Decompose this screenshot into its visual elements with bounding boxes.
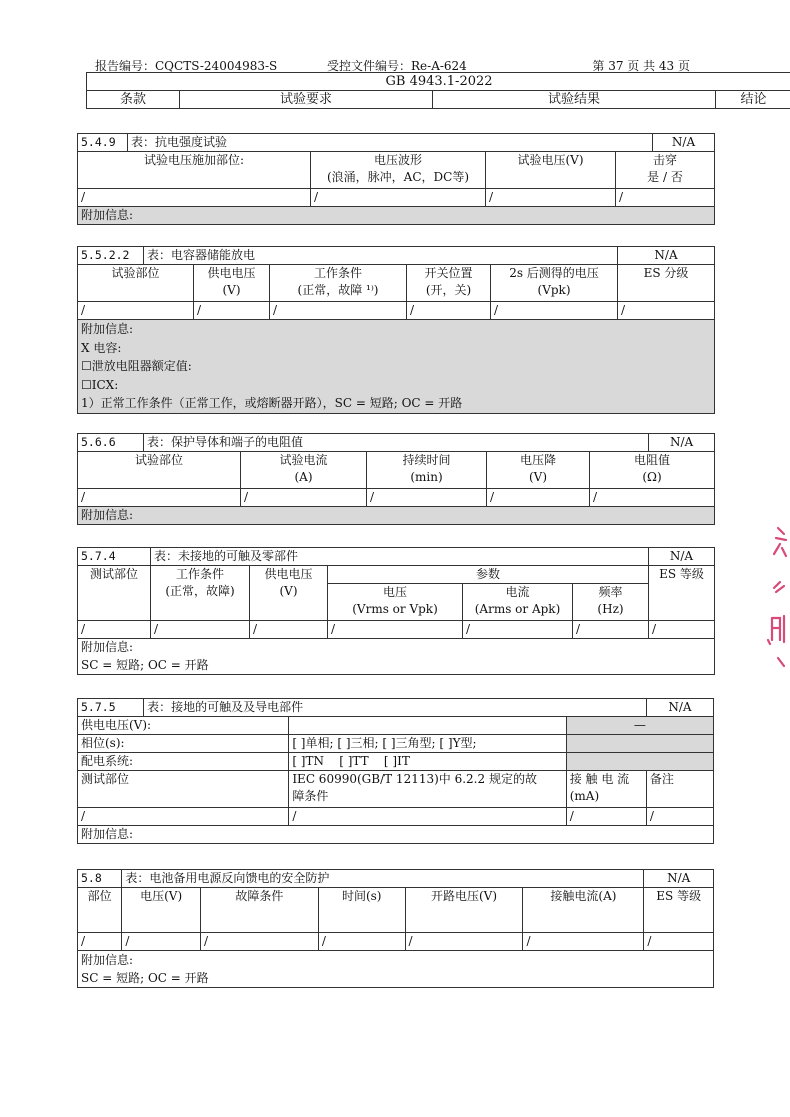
table-title: 表：接地的可触及及导电部件 [144,699,647,717]
header-touch-current: 接触电流(A) [523,888,644,933]
table-5-5-2-2: 5.5.2.2 表：电容器储能放电 N/A 试验部位 供电电压 (V) 工作条件 (正常，故障 ¹⁾) 开关位置 (开，关) 2s 后测得的电压 (Vpk) ES 分级 / / / / / / 附加信息: X 电容: ☐泄放电阻器额定值: ☐ICX: 1）正常工作条件（正常工作，或熔断器开路），SC = 短路; OC = 开路 [77,246,715,414]
result-na: N/A [649,434,715,452]
result-na: N/A [644,870,714,888]
distribution-options: [ ]TN [ ]TT [ ]IT [289,753,566,771]
header-remarks: 备注 [646,771,713,808]
table-5-7-4: 5.7.4 表：未接地的可触及零部件 N/A 测试部位 工作条件 (正常，故障) 供电电压 (V) 参数 ES 等级 电压 (Vrms or Vpk) 电流 (Arms or Apk) 频率 (Hz) / / / / / / / 附加信息: SC = 短路; OC = 开路 [77,547,715,675]
header-voltage: 电压(V) [122,888,201,933]
distribution-label: 配电系统: [78,753,289,771]
header-supply-voltage: 供电电压 (V) [250,566,328,621]
result-na: N/A [618,247,715,265]
table-title: 表：电容器储能放电 [144,247,618,265]
header-time: 时间(s) [318,888,405,933]
supply-voltage-label: 供电电压(V): [78,717,289,735]
seal-stamp-fragment [764,520,788,670]
header-current: 电流 (Arms or Apk) [463,584,573,621]
header-location: 试验部位 [78,265,194,302]
table-title: 表：电池备用电源反向馈电的安全防护 [122,870,644,888]
report-number: 报告编号：CQCTS-24004983-S [95,59,278,73]
header-touch-current: 接 触 电 流 (mA) [566,771,646,808]
header-location: 测试部位 [78,771,289,808]
header-es-level: ES 等级 [644,888,714,933]
col-result: 试验结果 [433,91,716,109]
header-es-level: ES 等级 [649,566,715,621]
header-duration: 持续时间 (min) [367,452,487,489]
header-voltage-drop: 电压降 (V) [487,452,590,489]
header-voltage-2s: 2s 后测得的电压 (Vpk) [491,265,618,302]
header-test-current: 试验电流 (A) [241,452,367,489]
header-open-voltage: 开路电压(V) [405,888,523,933]
additional-info: 附加信息: [78,507,715,525]
header-condition: 工作条件 (正常，故障) [151,566,250,621]
header-voltage: 试验电压(V) [486,152,616,189]
phase-options: [ ]单相; [ ]三相; [ ]三角型; [ ]Y型; [289,735,566,753]
page-header [95,57,690,71]
standard-title: GB 4943.1-2022 [87,73,790,91]
result-na: N/A [653,134,715,152]
header-frequency: 频率 (Hz) [573,584,649,621]
header-parameters: 参数 [328,566,649,584]
header-location: 试验部位 [78,452,241,489]
header-fault-condition: IEC 60990(GB/T 12113)中 6.2.2 规定的故 障条件 [289,771,566,808]
table-5-7-5: 5.7.5 表：接地的可触及及导电部件 N/A 供电电压(V): — 相位(s): [ ]单相; [ ]三相; [ ]三角型; [ ]Y型; 配电系统: [ ]TN [ ]TT [ ]IT 测试部位 IEC 60990(GB/T 12113)中 6.2.2 规定的故 障条件 接 触 电 流 (mA) 备注 / / / / 附加信息: [77,698,714,844]
header-waveform: 电压波形 (浪涌，脉冲，AC，DC等) [311,152,486,189]
clause-number: 5.4.9 [78,134,128,152]
header-breakdown: 击穿 是 / 否 [616,152,715,189]
col-clause: 条款 [87,91,180,109]
supply-voltage-value: — [566,717,713,735]
result-na: N/A [649,548,715,566]
table-5-6-6: 5.6.6 表：保护导体和端子的电阻值 N/A 试验部位 试验电流 (A) 持续时间 (min) 电压降 (V) 电阻值 (Ω) / / / / / 附加信息: [77,433,715,525]
table-title: 表：未接地的可触及零部件 [151,548,649,566]
clause-number: 5.8 [78,870,122,888]
header-location: 试验电压施加部位: [78,152,311,189]
page-number: 第 37 页 共 43 页 [592,59,690,73]
additional-info: 附加信息: [78,207,715,225]
header-location: 测试部位 [78,566,151,621]
col-requirement: 试验要求 [180,91,433,109]
header-es-class: ES 分级 [618,265,715,302]
header-condition: 工作条件 (正常，故障 ¹⁾) [270,265,407,302]
header-voltage: 电压 (Vrms or Vpk) [328,584,463,621]
header-resistance: 电阻值 (Ω) [590,452,715,489]
additional-info: 附加信息: SC = 短路; OC = 开路 [78,951,714,988]
result-na: N/A [646,699,713,717]
additional-info: 附加信息: [78,826,714,844]
header-fault: 故障条件 [200,888,318,933]
table-5-4-9: 5.4.9 表：抗电强度试验 N/A 试验电压施加部位: 电压波形 (浪涌，脉冲，AC，DC等) 试验电压(V) 击穿 是 / 否 / / / / 附加信息: [77,133,715,225]
col-verdict: 结论 [716,91,790,109]
header-switch: 开关位置 (开，关) [407,265,491,302]
additional-info: 附加信息: SC = 短路; OC = 开路 [78,639,715,675]
table-title: 表：抗电强度试验 [128,134,653,152]
table-5-8: 5.8 表：电池备用电源反向馈电的安全防护 N/A 部位 电压(V) 故障条件 时间(s) 开路电压(V) 接触电流(A) ES 等级 / / / / / / / 附加信息: SC = 短路; OC = 开路 [77,869,714,988]
clause-number: 5.7.5 [78,699,144,717]
clause-number: 5.6.6 [78,434,144,452]
clause-number: 5.5.2.2 [78,247,144,265]
standard-header-table [86,72,790,109]
header-supply-voltage: 供电电压 (V) [194,265,270,302]
header-location: 部位 [78,888,122,933]
phase-label: 相位(s): [78,735,289,753]
table-title: 表：保护导体和端子的电阻值 [144,434,649,452]
clause-number: 5.7.4 [78,548,151,566]
additional-info: 附加信息: X 电容: ☐泄放电阻器额定值: ☐ICX: 1）正常工作条件（正常工作，或熔断器开路），SC = 短路; OC = 开路 [78,320,715,414]
document-number: 受控文件编号：Re-A-624 [327,59,467,73]
